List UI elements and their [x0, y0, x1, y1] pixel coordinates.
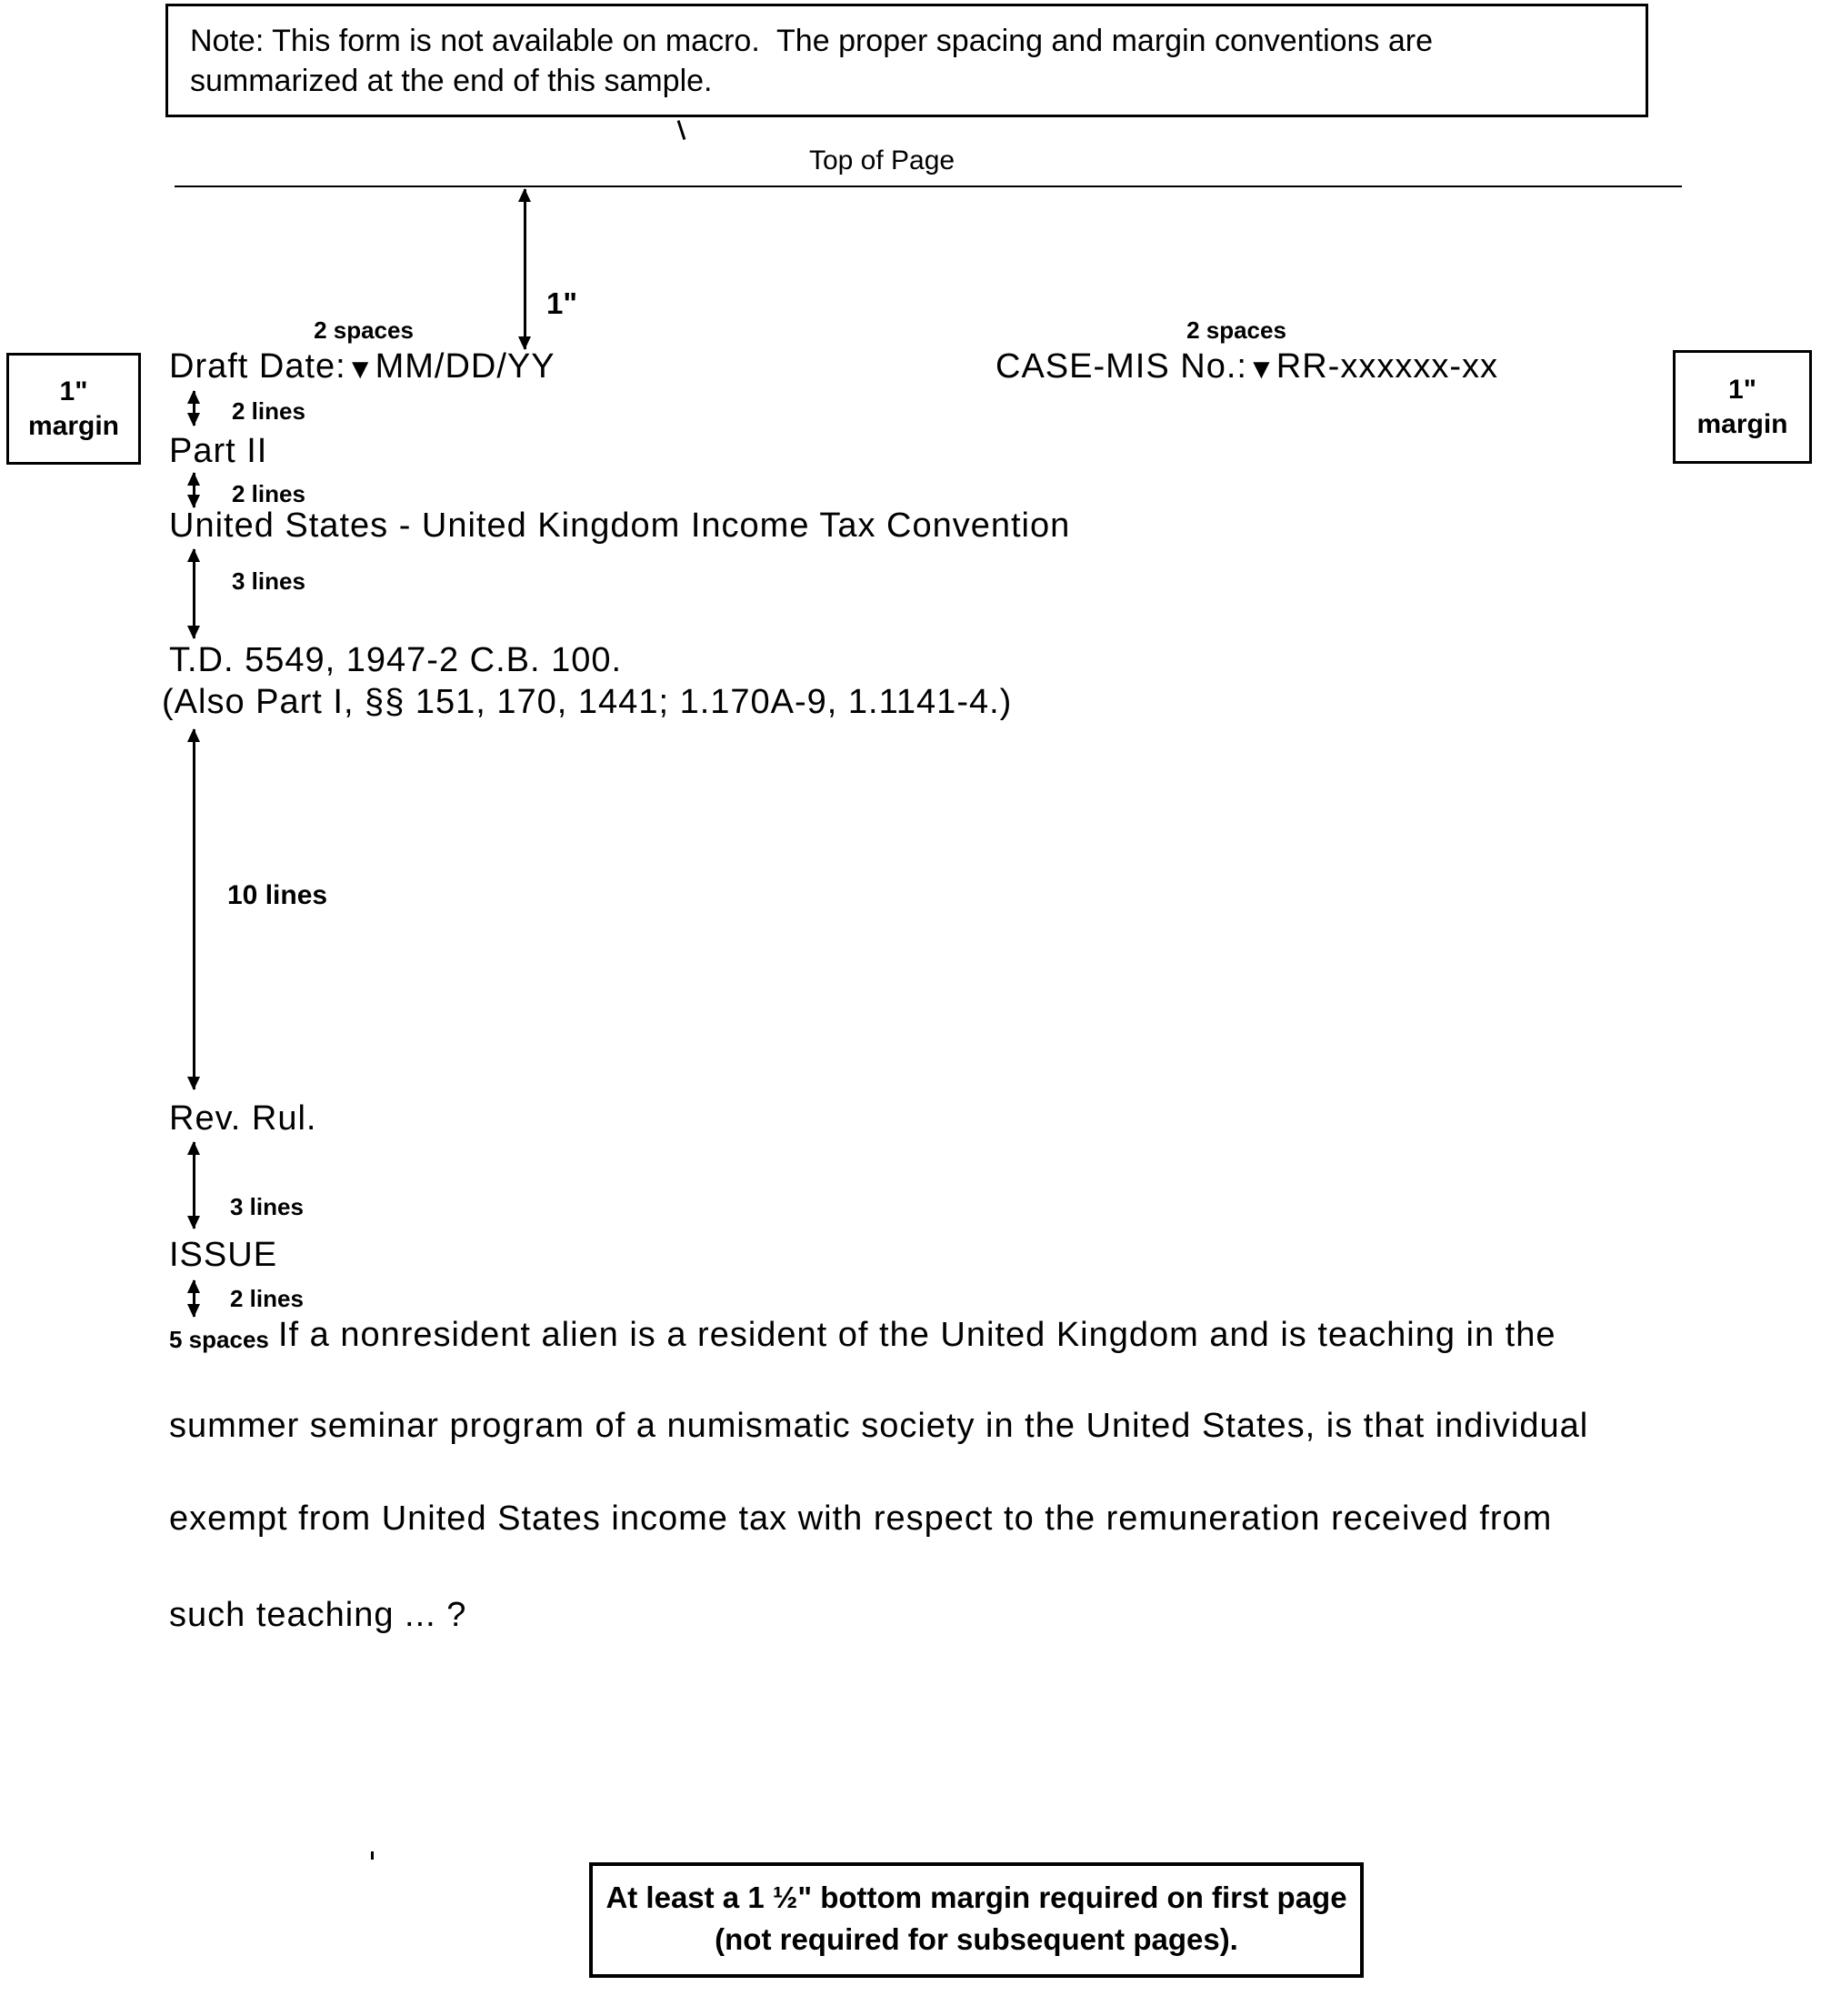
spacing-arrow-3-lines-1 [193, 549, 195, 638]
insertion-marker-icon: ▼ [1246, 353, 1276, 385]
convention-title: United States - United Kingdom Income Tax Convention [169, 507, 1071, 545]
draft-date-value: MM/DD/YY [375, 347, 555, 386]
bottom-margin-line-2: (not required for subsequent pages). [715, 1922, 1238, 1956]
note-line-1: Note: This form is not available on macro. The proper spacing and margin conventions are [190, 24, 1434, 58]
issue-text-line-3: exempt from United States income tax with respect to the remuneration received from [169, 1499, 1553, 1538]
right-margin-box [1673, 350, 1812, 464]
bottom-margin-line-1: At least a 1 ½" bottom margin required on first page [605, 1881, 1347, 1914]
issue-heading: ISSUE [169, 1236, 278, 1274]
top-of-page-label: Top of Page [808, 145, 956, 176]
spacing-arrow-2-lines-2 [193, 473, 195, 507]
spacing-label-3-lines-1: 3 lines [232, 567, 305, 595]
scan-artifact [677, 120, 686, 140]
scan-artifact [371, 1851, 374, 1860]
spacing-arrow-3-lines-2 [193, 1142, 195, 1229]
two-spaces-label-right: 2 spaces [1186, 316, 1286, 344]
also-citation: (Also Part I, §§ 151, 170, 1441; 1.170A-9, 1.1141-4.) [162, 683, 1013, 721]
right-margin-word: margin [1696, 408, 1788, 439]
bottom-margin-box [589, 1862, 1364, 1978]
left-margin-word: margin [27, 410, 120, 441]
spacing-label-3-lines-2: 3 lines [230, 1193, 304, 1220]
note-box [165, 4, 1648, 117]
case-mis-line [996, 348, 1498, 386]
issue-text-line-1: If a nonresident alien is a resident of the United Kingdom and is teaching in the [278, 1316, 1556, 1354]
case-mis-label: CASE-MIS No.: [996, 347, 1247, 386]
top-margin-arrow-label: 1" [546, 286, 577, 320]
left-margin-box [6, 353, 141, 465]
td-citation: T.D. 5549, 1947-2 C.B. 100. [169, 641, 623, 679]
insertion-marker-icon: ▼ [345, 353, 375, 385]
spacing-label-2-lines-1: 2 lines [232, 397, 305, 425]
five-spaces-label: 5 spaces [169, 1326, 269, 1353]
spacing-arrow-2-lines-3 [193, 1280, 195, 1317]
left-margin-size: 1" [59, 376, 88, 406]
issue-text-line-4: such teaching ... ? [169, 1596, 467, 1634]
rev-rul-line: Rev. Rul. [169, 1099, 317, 1138]
spacing-label-2-lines-3: 2 lines [230, 1285, 304, 1312]
spacing-label-2-lines-2: 2 lines [232, 480, 305, 507]
right-margin-size: 1" [1728, 374, 1756, 405]
issue-text-line-2: summer seminar program of a numismatic society in the United States, is that individual [169, 1407, 1589, 1445]
two-spaces-label-left: 2 spaces [314, 316, 414, 344]
draft-date-line [169, 348, 555, 386]
draft-date-label: Draft Date: [169, 347, 346, 386]
note-line-2: summarized at the end of this sample. [190, 64, 713, 98]
case-mis-value: RR-xxxxxx-xx [1276, 347, 1498, 386]
top-margin-arrow [524, 189, 526, 349]
spacing-label-10-lines: 10 lines [227, 880, 328, 910]
spacing-arrow-2-lines-1 [193, 391, 195, 426]
part-heading: Part II [169, 432, 268, 470]
top-of-page-rule [175, 186, 1682, 187]
spacing-arrow-10-lines [193, 729, 195, 1089]
